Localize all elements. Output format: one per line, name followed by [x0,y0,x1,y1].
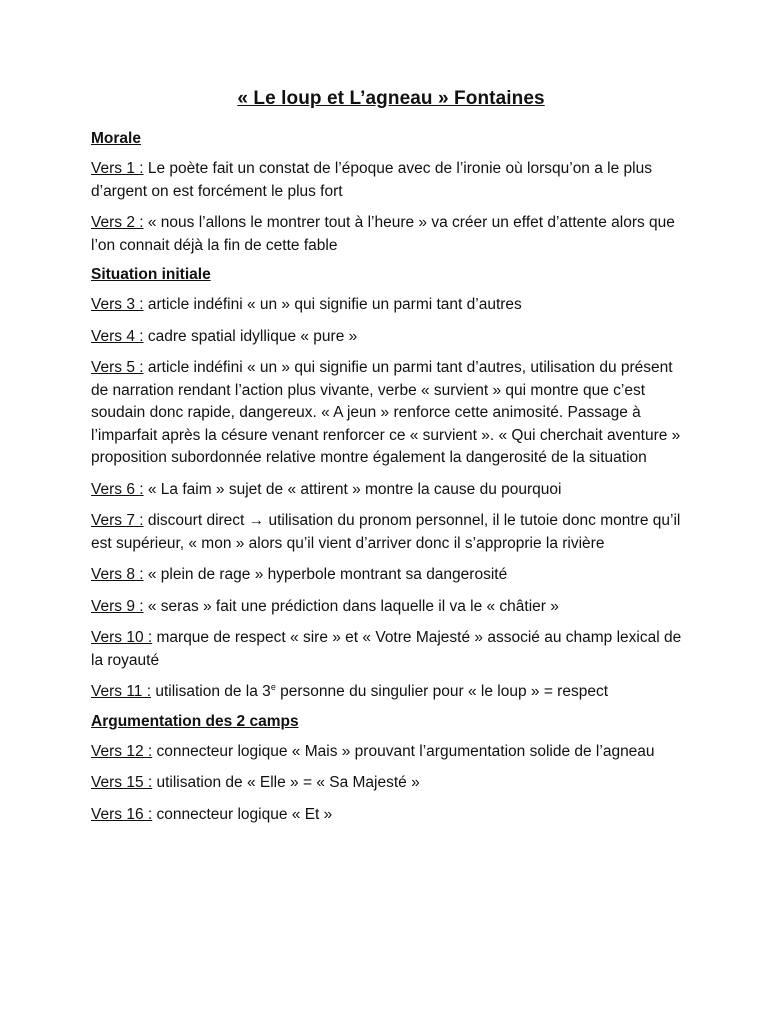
vers-text-before: discourt direct [143,512,249,529]
vers-label: Vers 1 : [91,160,144,177]
vers-text: « plein de rage » hyperbole montrant sa dangerosité [143,566,508,583]
vers-label: Vers 6 : [91,480,144,498]
vers-text: « nous l’allons le montrer tout à l’heure » va créer un effet d’attente alors que l’on connait déjà la fin de cette fable [91,214,675,254]
paragraph-vers-16 [91,804,691,827]
vers-text: utilisation du pronom personnel, il le tutoie donc montre qu’il est supérieur, « mon » alors qu’il vient d’arriver donc il s’approprie la rivière [91,512,681,552]
vers-text: connecteur logique « Mais » prouvant l’argumentation solide de l’agneau [152,742,655,760]
paragraph-vers-2 [91,212,691,257]
vers-text: personne du singulier pour « le loup » = respect [275,683,609,700]
paragraph-vers-8 [91,564,691,587]
document-page [91,88,691,835]
paragraph-vers-7 [91,510,691,555]
vers-label: Vers 11 : [91,683,152,700]
paragraph-vers-6 [91,479,691,502]
vers-text: article indéfini « un » qui signifie un parmi tant d’autres [143,296,522,313]
vers-label: Vers 16 : [91,805,153,823]
vers-text: Le poète fait un constat de l’époque avec de l’ironie où lorsqu’on a le plus d’argent on est forcément le plus fort [91,160,652,200]
vers-label: Vers 7 : [91,512,144,529]
vers-text-before: utilisation de la 3 [151,683,271,700]
vers-label: Vers 4 : [91,327,144,345]
section-heading-morale: Morale [91,130,141,147]
paragraph-vers-15 [91,772,691,795]
vers-label: Vers 8 : [91,566,144,583]
arrow-right-icon: → [248,512,265,529]
vers-label: Vers 2 : [91,214,144,231]
vers-text: marque de respect « sire » et « Votre Majesté » associé au champ lexical de la royauté [91,629,682,669]
section-heading-argumentation: Argumentation des 2 camps [91,712,299,730]
paragraph-vers-5 [91,357,691,470]
vers-text: « La faim » sujet de « attirent » montre la cause du pourquoi [143,480,562,498]
section-heading-situation-initiale: Situation initiale [91,266,211,283]
paragraph-vers-4 [91,326,691,349]
vers-label: Vers 5 : [91,359,144,376]
paragraph-vers-9 [91,596,691,619]
paragraph-vers-11 [91,681,691,704]
vers-text: article indéfini « un » qui signifie un parmi tant d’autres, utilisation du présent de narration rendant l’action plus vivante, verbe « survient » qui montre que c’est soudain donc rapide, dangereux. « A jeun » renforce cette animosité. Passage à l’imparfait après la césure venant renforcer ce « survient ». « Qui cherchait aventure » proposition subordonnée relative montre également la dangerosité de la situation [91,359,681,466]
paragraph-vers-12 [91,741,691,764]
vers-label: Vers 12 : [91,742,153,760]
paragraph-vers-1 [91,158,691,203]
vers-text: « seras » fait une prédiction dans laquelle il va le « châtier » [143,597,559,615]
vers-label: Vers 10 : [91,629,153,646]
paragraph-vers-10 [91,627,691,672]
vers-text: utilisation de « Elle » = « Sa Majesté » [152,774,420,791]
vers-label: Vers 9 : [91,597,144,615]
document-title: « Le loup et L’agneau » Fontaines [237,88,545,109]
vers-text: connecteur logique « Et » [152,805,333,823]
vers-text: cadre spatial idyllique « pure » [143,327,358,345]
superscript-e: e [270,681,276,692]
vers-label: Vers 15 : [91,774,153,791]
paragraph-vers-3 [91,294,691,317]
vers-label: Vers 3 : [91,296,144,313]
